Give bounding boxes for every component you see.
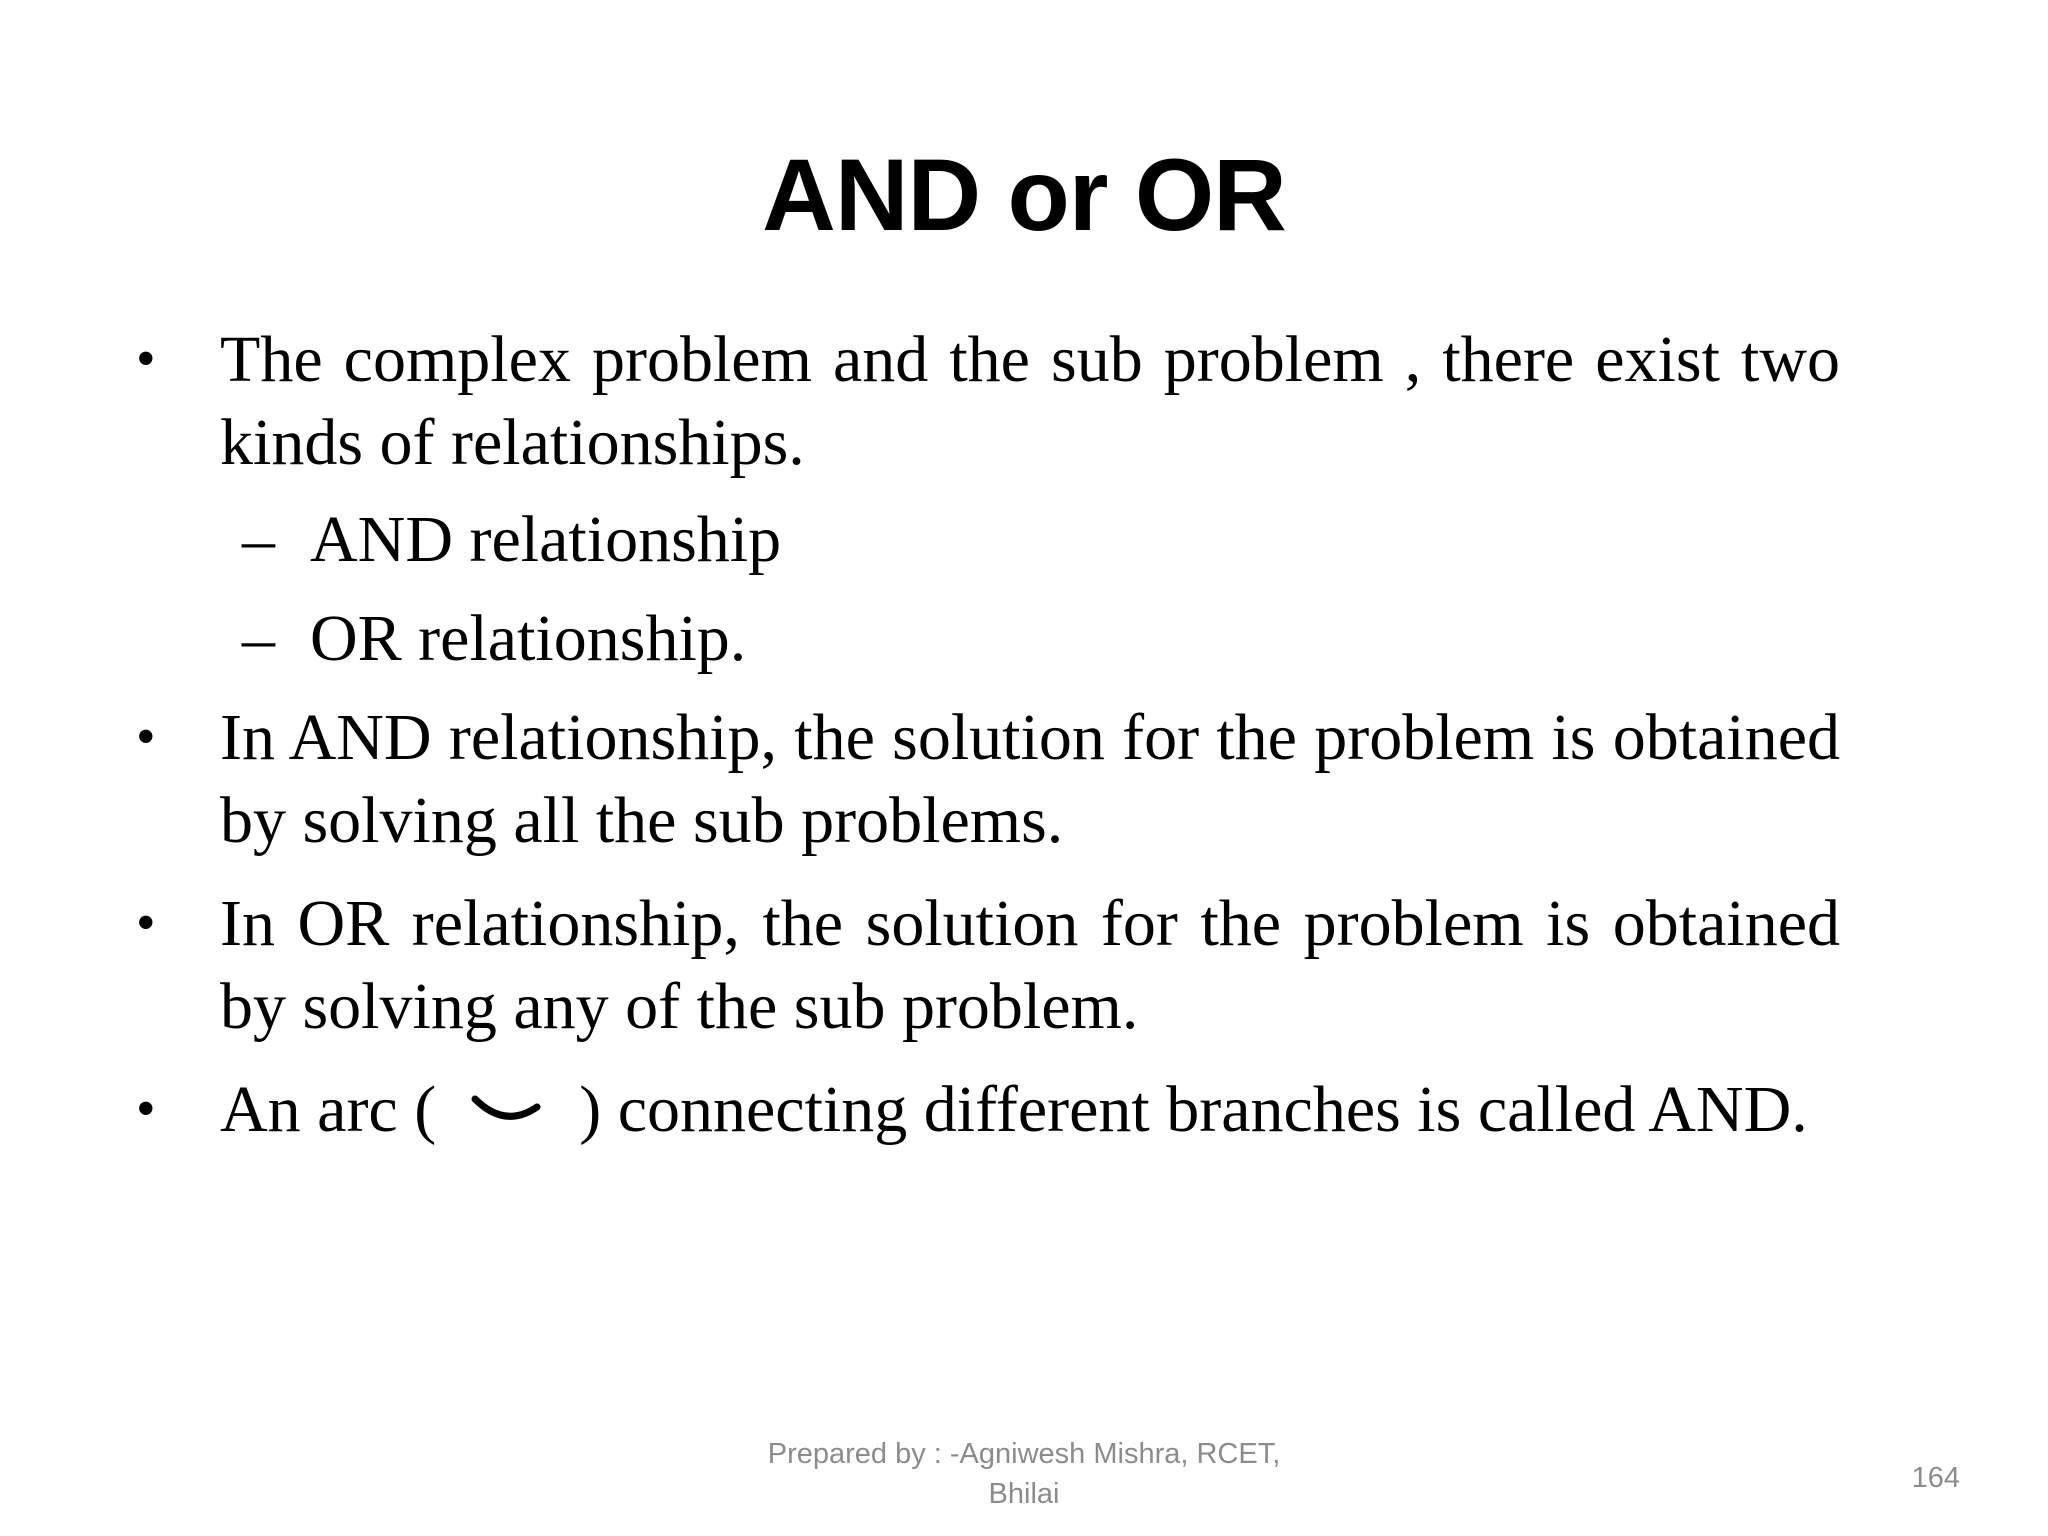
footer-credit: [724, 1434, 1324, 1514]
bullet-mark: •: [136, 328, 156, 390]
bullet-text-after-arc: ) connecting different branches is called AND.: [579, 1073, 1808, 1146]
bullet-text: In AND relationship, the solution for the problem is obtained by solving all the sub problems.: [220, 701, 1840, 857]
footer-line-1: Prepared by : -Agniwesh Mishra, RCET,: [767, 1438, 1281, 1470]
bullet-mark: •: [136, 706, 156, 768]
bullet-item: [130, 1068, 1840, 1151]
bullet-mark: •: [136, 892, 156, 954]
footer-line-2: Bhilai: [988, 1478, 1060, 1510]
bullet-text: In OR relationship, the solution for the problem is obtained by solving any of the sub problem.: [220, 887, 1840, 1043]
bullet-text-before-arc: An arc (: [220, 1073, 437, 1146]
sub-bullet-item: [130, 597, 1840, 680]
dash-mark: –: [242, 503, 275, 576]
slide-content: [130, 318, 1840, 1151]
bullet-text: The complex problem and the sub problem , there exist two kinds of relationships.: [220, 323, 1840, 479]
page-number: 164: [1911, 1462, 1960, 1494]
sub-bullet-item: [130, 498, 1840, 581]
sub-bullet-text: AND relationship: [310, 503, 782, 576]
bullet-item: [130, 882, 1840, 1048]
arc-curve-icon: [453, 1085, 563, 1135]
slide-title: AND or OR: [762, 138, 1286, 252]
bullet-mark: •: [136, 1078, 156, 1140]
bullet-item: [130, 696, 1840, 862]
dash-mark: –: [242, 602, 275, 675]
bullet-item: [130, 318, 1840, 484]
sub-bullet-text: OR relationship.: [310, 602, 747, 675]
